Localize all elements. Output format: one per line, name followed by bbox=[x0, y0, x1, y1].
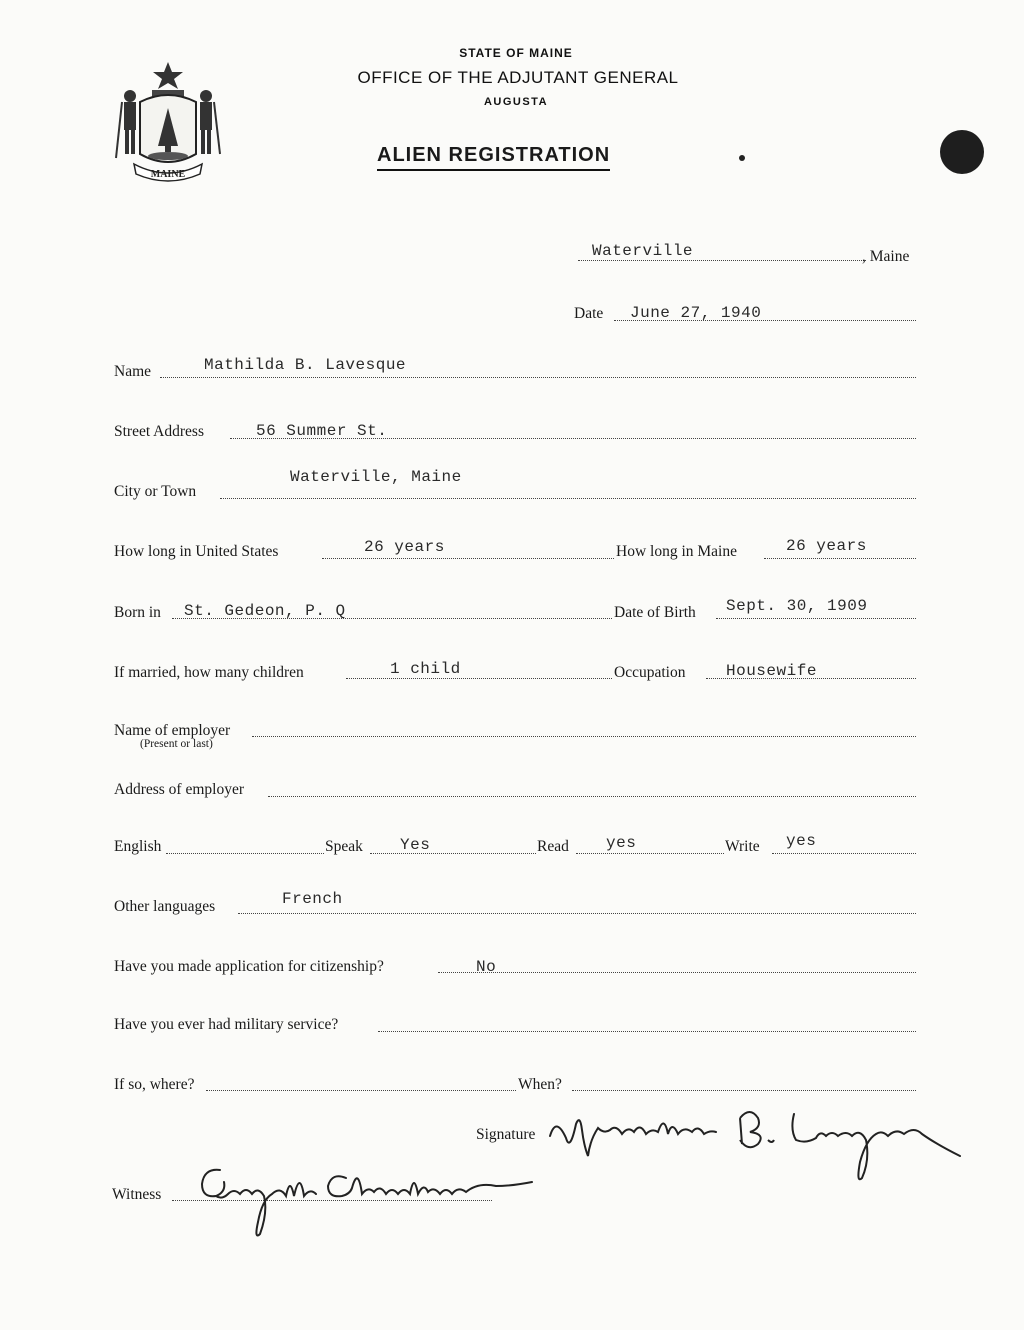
city-line bbox=[220, 498, 916, 499]
children-line bbox=[346, 678, 612, 679]
read-value: yes bbox=[606, 834, 637, 852]
state-heading: STATE OF MAINE bbox=[459, 46, 573, 60]
name-label: Name bbox=[114, 363, 152, 380]
signature-label: Signature bbox=[476, 1126, 536, 1143]
other-languages-value: French bbox=[282, 890, 343, 908]
date-of-birth-label: Date of Birth bbox=[614, 604, 696, 621]
employer-address-line bbox=[268, 796, 916, 797]
citizenship-value: No bbox=[476, 958, 497, 976]
write-label: Write bbox=[725, 838, 760, 855]
city-value: Waterville, Maine bbox=[290, 468, 462, 486]
signature-handwriting bbox=[544, 1100, 974, 1190]
occupation-value: Housewife bbox=[726, 662, 817, 680]
other-languages-label: Other languages bbox=[114, 898, 216, 915]
office-heading: OFFICE OF THE ADJUTANT GENERAL bbox=[357, 68, 679, 87]
name-value: Mathilda B. Lavesque bbox=[204, 356, 407, 374]
speak-line bbox=[370, 853, 536, 854]
place-suffix: , Maine bbox=[862, 248, 910, 265]
born-in-label: Born in bbox=[114, 604, 161, 621]
how-long-us-value: 26 years bbox=[364, 538, 445, 556]
city-label: City or Town bbox=[114, 483, 197, 500]
where-line bbox=[206, 1090, 516, 1091]
city-heading: AUGUSTA bbox=[483, 96, 549, 108]
when-label: When? bbox=[518, 1076, 562, 1093]
employer-name-line bbox=[252, 736, 916, 737]
employer-name-sublabel: (Present or last) bbox=[140, 738, 213, 750]
speak-value: Yes bbox=[400, 836, 431, 854]
english-label: English bbox=[114, 838, 162, 855]
read-line bbox=[576, 853, 724, 854]
when-line bbox=[572, 1090, 916, 1091]
write-value: yes bbox=[786, 832, 817, 850]
ink-dot bbox=[739, 155, 745, 161]
form-title: ALIEN REGISTRATION bbox=[377, 144, 610, 171]
place-value: Waterville bbox=[592, 242, 694, 260]
svg-text:MAINE: MAINE bbox=[150, 169, 186, 180]
place-line bbox=[578, 260, 866, 261]
witness-handwriting bbox=[196, 1156, 540, 1242]
how-long-maine-value: 26 years bbox=[786, 537, 867, 555]
how-long-maine-line bbox=[764, 558, 916, 559]
children-label: If married, how many children bbox=[114, 664, 304, 681]
write-line bbox=[772, 853, 916, 854]
date-of-birth-line bbox=[716, 618, 916, 619]
where-label: If so, where? bbox=[114, 1076, 195, 1093]
employer-name-label: Name of employer bbox=[114, 722, 231, 739]
date-of-birth-value: Sept. 30, 1909 bbox=[726, 597, 868, 615]
how-long-maine-label: How long in Maine bbox=[616, 543, 737, 560]
occupation-label: Occupation bbox=[614, 664, 686, 681]
name-line bbox=[160, 377, 916, 378]
children-value: 1 child bbox=[390, 660, 461, 678]
how-long-us-label: How long in United States bbox=[114, 543, 279, 560]
date-value: June 27, 1940 bbox=[630, 304, 762, 322]
read-label: Read bbox=[537, 838, 569, 855]
how-long-us-line bbox=[322, 558, 614, 559]
witness-label: Witness bbox=[112, 1186, 162, 1203]
military-label: Have you ever had military service? bbox=[114, 1016, 339, 1033]
citizenship-label: Have you made application for citizenship? bbox=[114, 958, 384, 975]
employer-address-label: Address of employer bbox=[114, 781, 244, 798]
born-in-value: St. Gedeon, P. Q bbox=[184, 602, 346, 620]
punch-hole bbox=[940, 130, 984, 174]
citizenship-line bbox=[438, 972, 916, 973]
other-languages-line bbox=[238, 913, 916, 914]
speak-label: Speak bbox=[325, 838, 363, 855]
street-value: 56 Summer St. bbox=[256, 422, 388, 440]
english-line bbox=[166, 853, 324, 854]
date-label: Date bbox=[574, 305, 604, 322]
street-label: Street Address bbox=[114, 423, 204, 440]
military-line bbox=[378, 1031, 916, 1032]
